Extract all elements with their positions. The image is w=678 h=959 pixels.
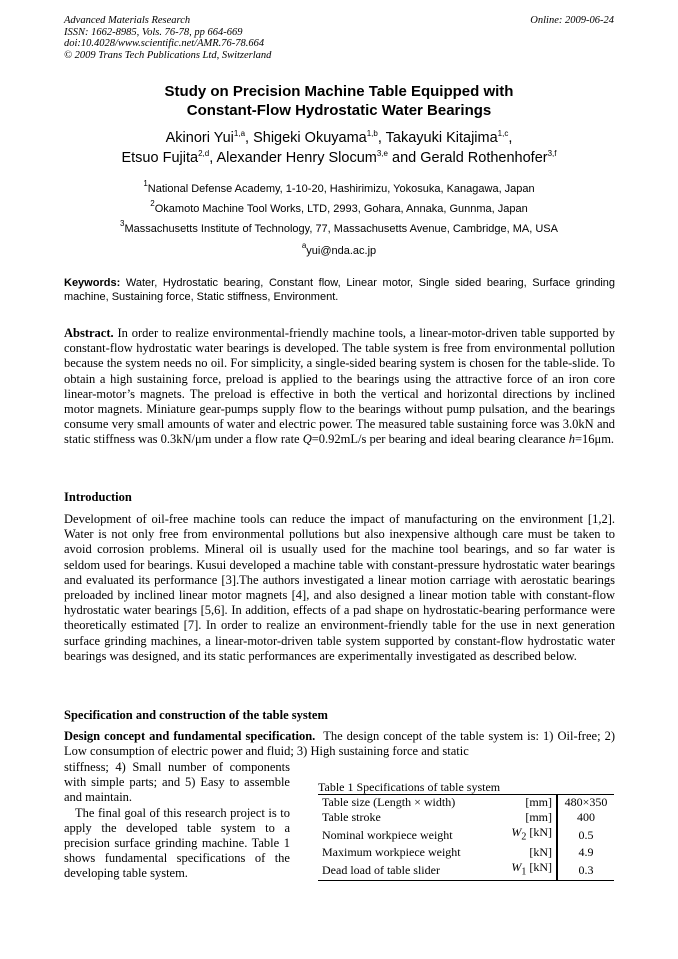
copyright-line: © 2009 Trans Tech Publications Ltd, Switzerland <box>64 49 272 61</box>
table-cell-label: Table stroke <box>322 810 381 825</box>
abstract-label: Abstract. <box>64 326 114 340</box>
table-cell-value: 0.3 <box>557 860 614 880</box>
section-heading-specification: Specification and construction of the table system <box>64 708 328 722</box>
affiliation-mark: 3 <box>120 219 125 228</box>
table-cell-value: 0.5 <box>557 825 614 845</box>
symbol-h: h <box>568 432 575 447</box>
affiliation-mark: 2 <box>150 199 155 208</box>
abstract-paragraph <box>64 326 615 448</box>
final-goal-paragraph: The final goal of this research project is to apply the developed table system to a precision surface grinding machine. Table 1 shows fundamental specifications of the developing table system. <box>64 805 290 881</box>
unit-text: [kN] <box>529 825 552 839</box>
design-concept-label: Design concept and fundamental specification. <box>64 729 316 743</box>
email-mark: a <box>301 241 307 250</box>
online-date: Online: 2009-06-24 <box>530 15 614 26</box>
design-concept-continuation <box>64 760 290 882</box>
author-conjunction: and <box>392 150 417 166</box>
abstract-text: =0.92mL/s per bearing and ideal bearing clearance <box>311 432 566 447</box>
unit-text: [kN] <box>529 845 552 860</box>
author-name: Etsuo Fujita <box>121 150 199 166</box>
section-heading-introduction: Introduction <box>64 490 132 504</box>
abstract-text: In order to realize environmental-friendly machine tools, a linear-motor-driven table supported by constant-flow hydrostatic water bearings is developed. The table system is free from environmental pollution because the system needs no oil. For simplicity, a single-sided bearing system is chosen for the table-slide. To obtain a high sustaining force, preload is applied to the bearings using the attractive force of an iron core linear-motor’s magnets. The preload is effective in both the vertical and horizontal directions by inclined motor magnets. Miniature gear-pumps supply flow to the bearings without pump pulsation, and the bearings consume very small amounts of water and electric power. The measured table sustaining force was 3.0kN and static stiffness was 0.3kN/μm under a flow rate <box>64 326 615 447</box>
author-line-2: Etsuo Fujita$^{2,d}$, Alexander Henry Slocum$^{3,e}$ and Gerald Rothenhofer$^{3,f}$ <box>121 149 557 166</box>
author-name: Gerald Rothenhofer <box>420 150 548 166</box>
symbol-w: W <box>511 859 522 874</box>
table-cell-label: Table size (Length × width) <box>318 795 498 811</box>
table-cell-value: 4.9 <box>557 845 614 860</box>
unit-text: [mm] <box>525 795 552 810</box>
affiliation-1 <box>0 179 678 196</box>
affiliation-3 <box>0 219 678 236</box>
title-line-2: Constant-Flow Hydrostatic Water Bearings <box>186 102 492 119</box>
author-affiliation-mark: 1,a <box>233 129 246 138</box>
table-cell-label: Nominal workpiece weight <box>322 827 453 842</box>
specification-table <box>318 794 614 881</box>
issn-line: ISSN: 1662-8985, Vols. 76-78, pp 664-669 <box>64 26 243 38</box>
affiliation-text: National Defense Academy, 1-10-20, Hashirimizu, Yokosuka, Kanagawa, Japan <box>147 183 535 195</box>
table-cell-label: Dead load of table slider <box>318 860 498 880</box>
author-affiliation-mark: 1,c <box>497 129 509 138</box>
affiliation-mark: 1 <box>143 179 148 188</box>
abstract-text: =16μm. <box>574 432 615 447</box>
affiliation-text: Okamoto Machine Tool Works, LTD, 2993, Gohara, Annaka, Gunnma, Japan <box>154 203 528 215</box>
author-name: Takayuki Kitajima <box>385 130 498 146</box>
journal-name: Advanced Materials Research <box>64 15 191 26</box>
table-row <box>318 845 614 860</box>
affiliation-text: Massachusetts Institute of Technology, 77, Massachusetts Avenue, Cambridge, MA, USA <box>124 223 558 235</box>
symbol-subscript: 1 <box>521 866 527 878</box>
paper-title <box>0 82 678 120</box>
symbol-q: Q <box>302 432 312 447</box>
table-row <box>318 810 614 825</box>
author-list <box>0 128 678 168</box>
contact-email <box>0 241 678 258</box>
table-cell-unit <box>498 845 557 860</box>
author-name: Akinori Yui <box>165 130 234 146</box>
affiliation-2 <box>0 199 678 216</box>
table-cell-unit <box>498 795 557 811</box>
table-row <box>318 860 614 880</box>
email-address[interactable]: yui@nda.ac.jp <box>306 245 377 257</box>
design-concept-text: The design concept of the table system is: 1) Oil-free; 2) Low consumption of electric power and fluid; 3) High sustaining force and static <box>64 729 616 759</box>
title-line-1: Study on Precision Machine Table Equipped with <box>164 83 514 100</box>
symbol-w: W <box>511 825 522 839</box>
table-cell-label: Maximum workpiece weight <box>322 845 461 860</box>
design-concept-text-continued: stiffness; 4) Small number of components with simple parts; and 5) Easy to assemble and maintain. <box>64 760 290 805</box>
keywords-label: Keywords: <box>64 277 121 289</box>
author-name: Shigeki Okuyama <box>253 130 367 146</box>
table-cell-value: 400 <box>557 810 614 825</box>
doi-line[interactable]: doi:10.4028/www.scientific.net/AMR.76-78.664 <box>64 38 265 49</box>
table-cell-unit <box>498 825 557 845</box>
table-cell-unit <box>498 810 557 825</box>
table-row <box>318 825 614 845</box>
author-affiliation-mark: 3,f <box>547 149 557 158</box>
unit-text: [mm] <box>525 810 552 825</box>
introduction-paragraph: Development of oil-free machine tools can reduce the impact of manufacturing on the environment [1,2]. Water is not only free from environmental pollutions but also inexpensive although care must be taken to avoid corrosion problems. Mineral oil is usually used for the machine tool bearings, and so far water is seldom used for bearings. Kusui developed a machine table with constant-pressure hydrostatic water bearings and evaluated its performance [3].The authors investigated a linear motion carriage with aerostatic bearings preloaded by inclined linear motor magnets [4], and also designed a linear motion table with constant-flow hydrostatic water bearings [5,6]. In addition, effects of a pad shape on hydrostatic-bearing performance were theoretically estimated [7]. In order to realize an environment-friendly table for the use in next generation surface grinding machines, a linear-motor-driven table system supported by constant-flow hydrostatic water bearings was designed, and its static performances are experimentally investigated as described below. <box>64 512 615 663</box>
keywords-block <box>64 276 615 304</box>
author-affiliation-mark: 3,e <box>376 149 388 158</box>
table-cell-unit <box>498 860 557 880</box>
author-line-1: Akinori Yui$^{1,a}$, Shigeki Okuyama$^{1,b}$, Takayuki Kitajima$^{1,c}$, <box>165 129 513 146</box>
design-concept-paragraph <box>64 729 615 759</box>
symbol-subscript: 2 <box>521 831 527 843</box>
table-row <box>318 795 614 811</box>
specification-table-block <box>318 780 614 881</box>
author-affiliation-mark: 2,d <box>198 149 210 158</box>
keywords-text: Water, Hydrostatic bearing, Constant flow, Linear motor, Single sided bearing, Surface grinding machine, Sustaining force, Static stiffness, Environment. <box>64 277 615 303</box>
table-cell-value: 480×350 <box>557 795 614 811</box>
table-caption: Table 1 Specifications of table system <box>318 780 501 794</box>
author-name: Alexander Henry Slocum <box>216 150 377 166</box>
unit-text: [kN] <box>529 859 552 874</box>
author-affiliation-mark: 1,b <box>366 129 378 138</box>
journal-header <box>64 15 271 61</box>
